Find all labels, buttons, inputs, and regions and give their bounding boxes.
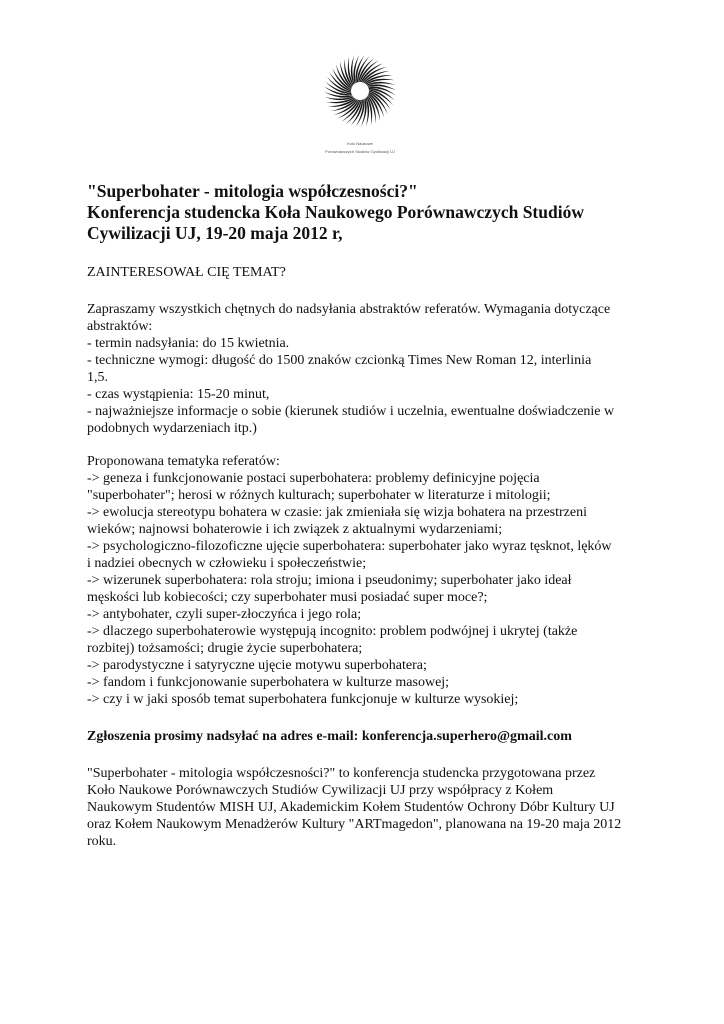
requirement-line: - techniczne wymogi: długość do 1500 znaków czcionką Times New Roman 12, interlinia [87, 353, 592, 368]
logo-caption-line2: Porównawczych Studiów Cywilizacji UJ [325, 149, 395, 154]
topic-line: -> dlaczego superbohaterowie występują incognito: problem podwójnej i ukrytej (także [87, 624, 578, 639]
requirements-section [87, 301, 647, 437]
topic-line: -> geneza i funkcjonowanie postaci superbohatera: problemy definicyjne pojęcia [87, 471, 540, 486]
requirement-line: podobnych wydarzeniach itp.) [87, 421, 257, 436]
submission-line: Zgłoszenia prosimy nadsyłać na adres e-mail: konferencja.superhero@gmail.com [87, 729, 572, 744]
topics-section [87, 453, 647, 708]
topics-heading: Proponowana tematyka referatów: [87, 454, 280, 469]
sunburst-logo-icon [323, 54, 397, 128]
closing-line: roku. [87, 834, 117, 849]
title-line-3: Cywilizacji UJ, 19-20 maja 2012 r, [87, 223, 343, 243]
requirement-line: - czas wystąpienia: 15-20 minut, [87, 387, 270, 402]
closing-section [87, 765, 647, 850]
topic-line: "superbohater"; herosi w różnych kulturach; superbohater w literaturze i mitologii; [87, 488, 551, 503]
requirements-intro-1: Zapraszamy wszystkich chętnych do nadsyłania abstraktów referatów. Wymagania dotyczące [87, 302, 611, 317]
topic-line: -> fandom i funkcjonowanie superbohatera w kulturze masowej; [87, 675, 450, 690]
closing-line: "Superbohater - mitologia współczesności?" to konferencja studencka przygotowana przez [87, 766, 596, 781]
topic-line: -> ewolucja stereotypu bohatera w czasie: jak zmieniała się wizja bohatera na przestrzeni [87, 505, 587, 520]
topic-line: i nadziei obecnych w człowieku i społeczeństwie; [87, 556, 367, 571]
title-line-2: Konferencja studencka Koła Naukowego Porównawczych Studiów [87, 202, 584, 222]
topic-line: -> antybohater, czyli super-złoczyńca i jego rola; [87, 607, 362, 622]
logo [310, 48, 410, 168]
closing-line: oraz Kołem Naukowym Menadżerów Kultury "ARTmagedon", planowana na 19-20 maja 2012 [87, 817, 622, 832]
requirement-line: - termin nadsyłania: do 15 kwietnia. [87, 336, 290, 351]
topic-line: wieków; najnowsi bohaterowie i ich związek z aktualnymi wydarzeniami; [87, 522, 503, 537]
logo-caption-line1: Koło Naukowe [347, 141, 373, 146]
topic-line: -> parodystyczne i satyryczne ujęcie motywu superbohatera; [87, 658, 427, 673]
closing-line: Naukowym Studentów MISH UJ, Akademickim Kołem Studentów Ochrony Dóbr Kultury UJ [87, 800, 615, 815]
requirements-intro-2: abstraktów: [87, 319, 153, 334]
closing-line: Koło Naukowe Porównawczych Studiów Cywilizacji UJ przy współpracy z Kołem [87, 783, 554, 798]
question-line: ZAINTERESOWAŁ CIĘ TEMAT? [87, 265, 286, 280]
topic-line: -> psychologiczno-filozoficzne ujęcie superbohatera: superbohater jako wyraz tęsknot, lęków [87, 539, 612, 554]
topic-line: rozbitej) tożsamości; drugie życie superbohatera; [87, 641, 363, 656]
requirement-line: - najważniejsze informacje o sobie (kierunek studiów i uczelnia, ewentualne doświadczenie w [87, 404, 615, 419]
sunburst-center [352, 83, 368, 99]
document-body [87, 181, 647, 850]
document-title [87, 181, 647, 244]
topic-line: męskości lub kobiecości; czy superbohater musi posiadać super moce?; [87, 590, 488, 605]
title-line-1: "Superbohater - mitologia współczesności?" [87, 181, 418, 201]
topic-line: -> czy i w jaki sposób temat superbohatera funkcjonuje w kulturze wysokiej; [87, 692, 519, 707]
requirement-line: 1,5. [87, 370, 108, 385]
topic-line: -> wizerunek superbohatera: rola stroju; imiona i pseudonimy; superbohater jako ideał [87, 573, 572, 588]
